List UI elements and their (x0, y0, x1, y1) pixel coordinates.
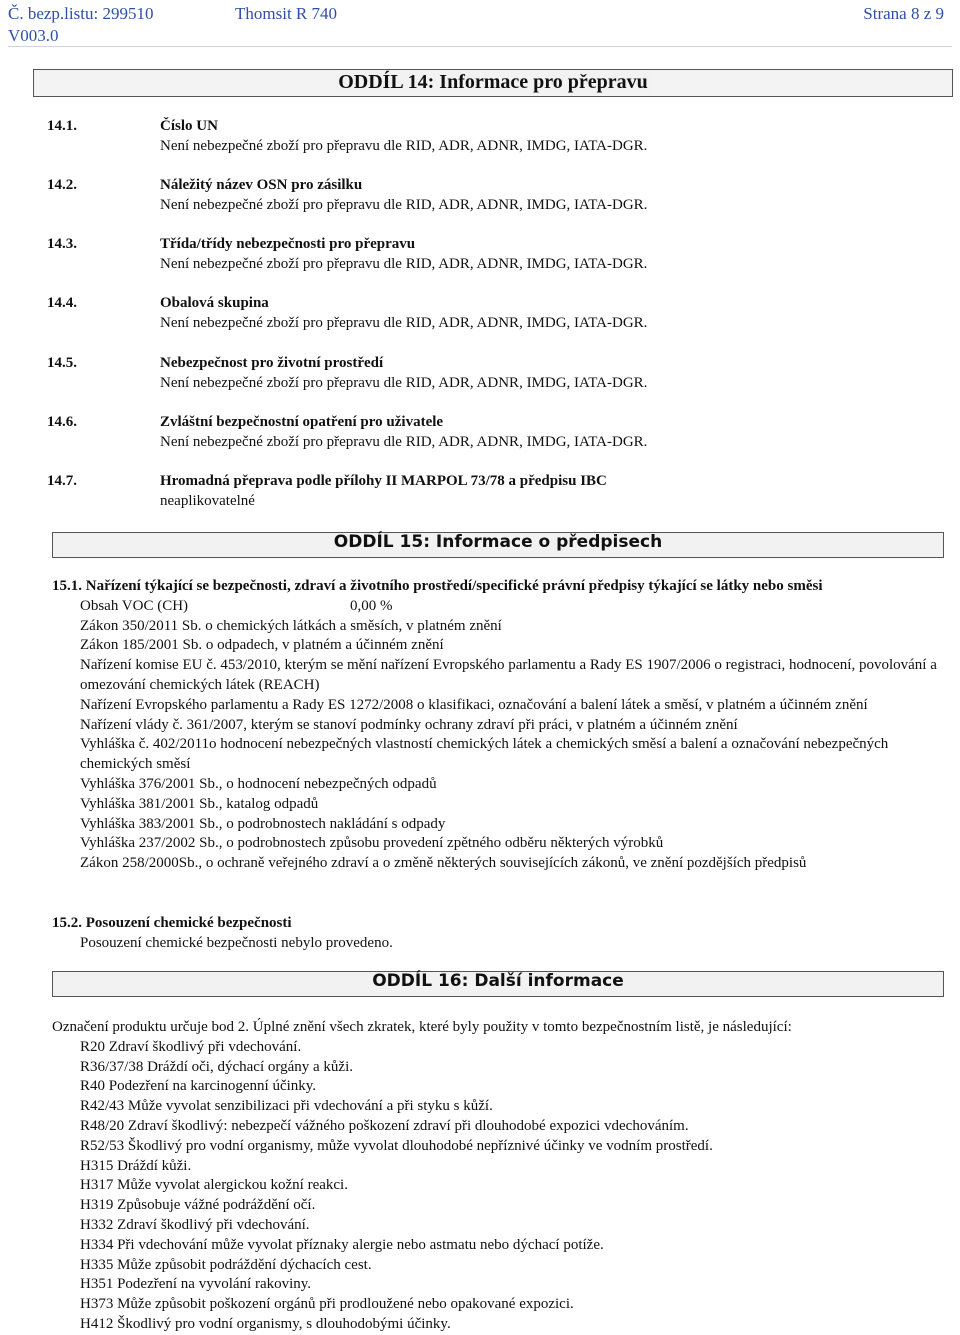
item-title: Třída/třídy nebezpečnosti pro přepravu (160, 236, 416, 252)
section-16-body (52, 1018, 942, 1335)
version: V003.0 (8, 26, 59, 45)
regulation-item: Vyhláška č. 402/2011o hodnocení nebezpečných vlastností chemických látek a chemických směsí a balení a označování nebezpečných chemických směsí (80, 736, 889, 773)
section-16-intro: Označení produktu určuje bod 2. Úplné znění všech zkratek, které byly použity v tomto bezpečnostním listě, je následující: (52, 1019, 792, 1035)
page-number: Strana 8 z 9 (863, 4, 944, 23)
item-text: Není nebezpečné zboží pro přepravu dle RID, ADR, ADNR, IMDG, IATA-DGR. (160, 256, 648, 272)
regulation-item: Vyhláška 381/2001 Sb., katalog odpadů (80, 795, 319, 812)
header-divider (8, 46, 952, 47)
item-number: 14.7. (47, 473, 77, 489)
item-number: 14.3. (47, 236, 77, 252)
subsection-15-2-title: 15.2. Posouzení chemické bezpečnosti (52, 915, 292, 931)
phrase-item: H412 Škodlivý pro vodní organismy, s dlouhodobými účinky. (80, 1315, 451, 1332)
section-16-title-text: ODDÍL 16: Další informace (369, 972, 627, 992)
phrase-item: R42/43 Může vyvolat senzibilizaci při vdechování a při styku s kůží. (80, 1098, 493, 1115)
section-14-title-text: ODDÍL 14: Informace pro přepravu (335, 70, 651, 94)
regulation-list (52, 597, 942, 874)
subsection-15-2-text: Posouzení chemické bezpečnosti nebylo provedeno. (80, 934, 393, 951)
phrase-item: R40 Podezření na karcinogenní účinky. (80, 1078, 317, 1095)
phrase-item: R52/53 Škodlivý pro vodní organismy, může vyvolat dlouhodobé nepříznivé účinky ve vodním prostředí. (80, 1137, 713, 1154)
regulation-item: Zákon 258/2000Sb., o ochraně veřejného zdraví a o změně některých souvisejících zákonů, ve znění pozdějších předpisů (80, 855, 807, 872)
item-title: Číslo UN (160, 118, 218, 134)
section-14-title (33, 69, 953, 97)
item-number: 14.5. (47, 355, 77, 371)
regulation-item: Nařízení Evropského parlamentu a Rady ES 1272/2008 o klasifikaci, označování a balení látek a směsí, v platném a účinném znění (80, 696, 868, 713)
product-name: Thomsit R 740 (235, 4, 338, 23)
regulation-item: Vyhláška 383/2001 Sb., o podrobnostech nakládání s odpady (80, 815, 446, 832)
regulation-item: Vyhláška 237/2002 Sb., o podrobnostech způsobu provedení zpětného odběru některých výrobků (80, 835, 664, 852)
item-title: Nebezpečnost pro životní prostředí (160, 355, 384, 371)
voc-value: 0,00 % (350, 597, 393, 614)
item-title: Hromadná přeprava podle přílohy II MARPOL 73/78 a předpisu IBC (160, 473, 607, 489)
sheet-number: Č. bezp.listu: 299510 (8, 4, 154, 23)
item-text: Není nebezpečné zboží pro přepravu dle RID, ADR, ADNR, IMDG, IATA-DGR. (160, 375, 648, 391)
item-number: 14.1. (47, 118, 77, 134)
phrase-item: H351 Podezření na vyvolání rakoviny. (80, 1276, 312, 1293)
item-text: neaplikovatelné (160, 493, 255, 509)
phrase-item: R20 Zdraví škodlivý při vdechování. (80, 1038, 302, 1055)
phrase-item: H315 Dráždí kůži. (80, 1157, 192, 1174)
section-15-1 (52, 577, 942, 874)
phrase-item: H373 Může způsobit poškození orgánů při prodloužené nebo opakované expozici. (80, 1296, 574, 1313)
phrase-item: H332 Zdraví škodlivý při vdechování. (80, 1216, 310, 1233)
item-text: Není nebezpečné zboží pro přepravu dle RID, ADR, ADNR, IMDG, IATA-DGR. (160, 197, 648, 213)
item-number: 14.2. (47, 177, 77, 193)
item-title: Obalová skupina (160, 295, 269, 311)
item-text: Není nebezpečné zboží pro přepravu dle RID, ADR, ADNR, IMDG, IATA-DGR. (160, 138, 648, 154)
phrase-list (52, 1038, 942, 1335)
voc-label: Obsah VOC (CH) (80, 597, 189, 614)
phrase-item: H335 Může způsobit podráždění dýchacích cest. (80, 1256, 372, 1273)
phrase-item: H317 Může vyvolat alergickou kožní reakci. (80, 1177, 348, 1194)
regulation-item: Zákon 350/2011 Sb. o chemických látkách a směsích, v platném znění (80, 617, 502, 634)
page-header (8, 4, 952, 46)
regulation-item: Zákon 185/2001 Sb. o odpadech, v platném a účinném znění (80, 637, 444, 654)
section-15-title-text: ODDÍL 15: Informace o předpisech (331, 533, 665, 553)
item-title: Zvláštní bezpečnostní opatření pro uživatele (160, 414, 444, 430)
subsection-15-1-title: 15.1. Nařízení týkající se bezpečnosti, zdraví a životního prostředí/specifické právní předpisy týkající se látky nebo směsi (52, 578, 823, 594)
section-15-title (52, 532, 944, 558)
item-text: Není nebezpečné zboží pro přepravu dle RID, ADR, ADNR, IMDG, IATA-DGR. (160, 434, 648, 450)
phrase-item: R48/20 Zdraví škodlivý: nebezpečí vážného poškození zdraví při dlouhodobé expozici vdechováním. (80, 1117, 689, 1134)
voc-row (80, 597, 942, 617)
phrase-item: R36/37/38 Dráždí oči, dýchací orgány a kůži. (80, 1058, 353, 1075)
item-number: 14.4. (47, 295, 77, 311)
regulation-item: Nařízení komise EU č. 453/2010, kterým se mění nařízení Evropského parlamentu a Rady ES 1907/2006 o registraci, hodnocení, povolování a omezování chemických látek (REACH) (80, 657, 937, 693)
phrase-item: H319 Způsobuje vážné podráždění očí. (80, 1197, 316, 1214)
regulation-item: Vyhláška 376/2001 Sb., o hodnocení nebezpečných odpadů (80, 775, 437, 792)
item-title: Náležitý název OSN pro zásilku (160, 177, 363, 193)
item-text: Není nebezpečné zboží pro přepravu dle RID, ADR, ADNR, IMDG, IATA-DGR. (160, 315, 648, 331)
regulation-item: Nařízení vlády č. 361/2007, kterým se stanoví podmínky ochrany zdraví při práci, v platném a účinném znění (80, 716, 738, 733)
section-16-title (52, 971, 944, 997)
item-number: 14.6. (47, 414, 77, 430)
phrase-item: H334 Při vdechování může vyvolat příznaky alergie nebo astmatu nebo dýchací potíže. (80, 1236, 604, 1253)
section-15-2 (52, 914, 942, 954)
